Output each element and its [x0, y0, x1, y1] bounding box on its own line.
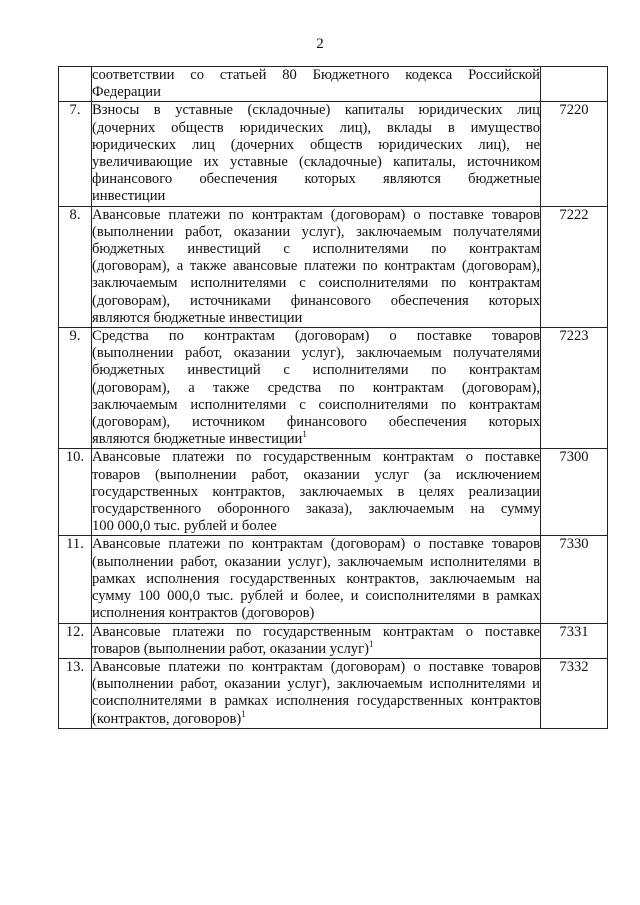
description-line — [92, 659, 540, 676]
row-code: 7330 — [541, 536, 608, 623]
description-line-text: Авансовые платежи по контрактам (договорам) о поставке товаров — [92, 658, 540, 675]
description-line — [92, 467, 540, 484]
description-line-text: (договорам), источником финансового обеспечения которых — [92, 414, 540, 431]
row-number: 13. — [59, 658, 92, 728]
description-line-text: (контрактов, договоров) — [92, 710, 242, 727]
description-line — [92, 638, 540, 658]
table-body — [59, 67, 608, 729]
table-row — [59, 623, 608, 658]
description-line — [92, 380, 540, 397]
description-line-text: финансового обеспечения которых являются бюджетные — [92, 171, 540, 188]
description-line-text: юридических лиц (дочерних обществ юридических лиц), не — [92, 136, 540, 153]
row-number — [59, 67, 92, 102]
description-line-text: Авансовые платежи по государственным контрактам о поставке — [92, 623, 540, 640]
table-row — [59, 536, 608, 623]
row-code: 7331 — [541, 623, 608, 658]
description-line-text: (договорам), а также авансовые платежи по контрактам (договорам), — [92, 258, 540, 275]
row-number: 12. — [59, 623, 92, 658]
description-line-text: заключаемым исполнителями с соисполнителями по контрактам — [92, 275, 540, 292]
description-line — [92, 154, 540, 171]
description-line — [92, 518, 540, 535]
description-line-text: соответствии со статьей 80 Бюджетного кодекса Российской — [92, 67, 540, 83]
description-line — [92, 676, 540, 693]
table-row — [59, 449, 608, 536]
description-line-text: увеличивающие их уставные (складочные) капиталы, источником — [92, 154, 540, 171]
description-line-text: государственных контрактов, заключаемых в целях реализации — [92, 483, 540, 500]
description-line-text: бюджетных инвестиций с исполнителями по контрактам — [92, 241, 540, 258]
description-line — [92, 554, 540, 571]
description-line-text: Авансовые платежи по государственным контрактам о поставке — [92, 449, 540, 466]
description-line-text: соисполнителями в рамках исполнения государственных контрактов — [92, 693, 540, 710]
description-line — [92, 484, 540, 501]
description-line — [92, 67, 540, 84]
row-code: 7220 — [541, 102, 608, 206]
footnote-marker: 1 — [368, 638, 374, 649]
footnote-marker: 1 — [241, 708, 246, 719]
description-line-text: являются бюджетные инвестиции — [92, 309, 303, 326]
description-line — [92, 328, 540, 345]
row-code: 7300 — [541, 449, 608, 536]
description-line-text: (выполнении работ, оказании услуг), заключаемым исполнителями и — [92, 676, 540, 693]
description-line-text: заключаемым исполнителями с соисполнителями по контрактам — [92, 396, 540, 413]
row-code: 7223 — [541, 328, 608, 449]
description-line-text: инвестиции — [92, 188, 166, 205]
description-line-text: (выполнении работ, оказании услуг), заключаемым получателями — [92, 223, 540, 240]
description-line-text: Авансовые платежи по контрактам (договорам) о поставке товаров — [92, 206, 540, 223]
row-description — [92, 102, 541, 206]
description-line — [92, 310, 540, 327]
description-line-text: 100 000,0 тыс. рублей и более — [92, 518, 277, 535]
description-line-text: (дочерних обществ юридических лиц), вклады в имущество — [92, 119, 540, 136]
description-line — [92, 241, 540, 258]
description-line-text: товаров (выполнении работ, оказании услуг (за исключением — [92, 466, 540, 483]
description-line — [92, 571, 540, 588]
table-row — [59, 102, 608, 206]
description-line-text: Авансовые платежи по контрактам (договорам) о поставке товаров — [92, 536, 540, 553]
row-description — [92, 67, 541, 102]
description-line — [92, 224, 540, 241]
description-line — [92, 293, 540, 310]
description-line — [92, 188, 540, 205]
description-line-text: (выполнении работ, оказании услуг), заключаемым получателями — [92, 345, 540, 362]
row-number: 9. — [59, 328, 92, 449]
description-line — [92, 536, 540, 553]
description-line — [92, 120, 540, 137]
description-line-text: (договорам), а также средства по контрактам (договорам), — [92, 379, 540, 396]
description-line — [92, 501, 540, 518]
row-description — [92, 658, 541, 728]
description-line-text: бюджетных инвестиций с исполнителями по контрактам — [92, 362, 540, 379]
page-number: 2 — [316, 36, 324, 52]
row-description — [92, 449, 541, 536]
description-line-text: рамках исполнения государственных контрактов, заключаемым на — [92, 570, 540, 587]
description-line-text: Федерации — [92, 84, 161, 101]
description-line-text: исполнения контрактов (договоров) — [92, 605, 315, 622]
row-description — [92, 623, 541, 658]
description-line — [92, 624, 540, 641]
budget-expense-table — [58, 66, 608, 729]
row-number: 8. — [59, 206, 92, 327]
description-line — [92, 137, 540, 154]
row-number: 10. — [59, 449, 92, 536]
description-line — [92, 693, 540, 710]
description-line — [92, 414, 540, 431]
row-description — [92, 206, 541, 327]
description-line — [92, 102, 540, 119]
description-line-text: товаров (выполнении работ, оказании услуг) — [92, 640, 369, 657]
description-line — [92, 84, 540, 101]
description-line — [92, 588, 540, 605]
description-line-text: Средства по контрактам (договорам) о поставке товаров — [92, 328, 540, 345]
table-row — [59, 206, 608, 327]
footnote-marker: 1 — [302, 429, 307, 440]
description-line — [92, 275, 540, 292]
row-description — [92, 536, 541, 623]
description-line-text: государственного оборонного заказа), заключаемым на сумму — [92, 501, 540, 518]
table-row — [59, 67, 608, 102]
table-row — [59, 328, 608, 449]
description-line — [92, 605, 540, 622]
description-line — [92, 171, 540, 188]
row-number: 11. — [59, 536, 92, 623]
row-code: 7332 — [541, 658, 608, 728]
description-line-text: Взносы в уставные (складочные) капиталы юридических лиц — [92, 102, 540, 119]
table-row — [59, 658, 608, 728]
row-code: 7222 — [541, 206, 608, 327]
description-line — [92, 207, 540, 224]
description-line — [92, 431, 540, 448]
row-number: 7. — [59, 102, 92, 206]
description-line-text: (договорам), источниками финансового обеспечения которых — [92, 292, 540, 309]
description-line-text: сумму 100 000,0 тыс. рублей и более, и соисполнителями в рамках — [92, 588, 540, 605]
description-line — [92, 708, 540, 728]
row-description — [92, 328, 541, 449]
description-line — [92, 362, 540, 379]
description-line — [92, 345, 540, 362]
row-code — [541, 67, 608, 102]
description-line — [92, 397, 540, 414]
description-line — [92, 449, 540, 466]
description-line-text: являются бюджетные инвестиции — [92, 431, 303, 448]
description-line — [92, 258, 540, 275]
description-line-text: (выполнении работ, оказании услуг), заключаемым исполнителями в — [92, 553, 540, 570]
